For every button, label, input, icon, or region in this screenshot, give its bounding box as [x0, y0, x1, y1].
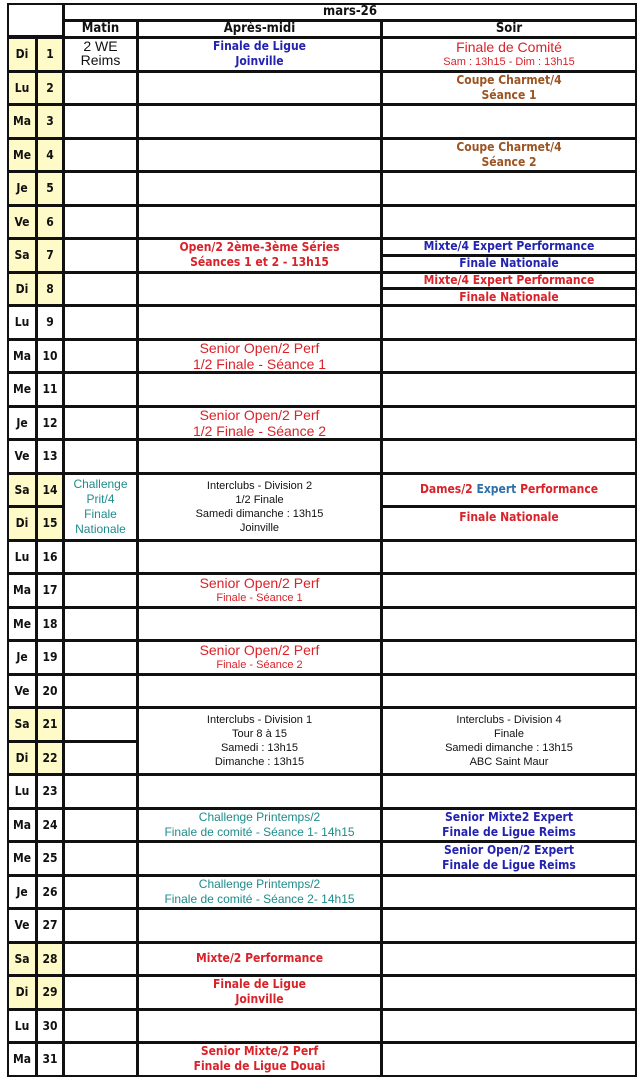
day-name: Ma [12, 114, 32, 129]
day-number: 28 [42, 951, 58, 966]
day-number-cell [36, 71, 64, 106]
day-number: 9 [46, 315, 54, 330]
empty-cell-matin [63, 406, 138, 441]
event-cell-apres-midi [137, 473, 382, 541]
event-cell-soir [381, 37, 637, 72]
event-text-line: 1/2 Finale [235, 493, 284, 506]
day-number: 27 [42, 918, 58, 933]
event-text-line: Senior Open/2 Expert [444, 843, 574, 858]
empty-cell-apres-midi [137, 104, 382, 139]
empty-cell-matin [63, 607, 138, 642]
day-number-cell [36, 372, 64, 407]
empty-cell-soir [381, 607, 637, 642]
header-matin [63, 20, 138, 38]
event-text-line: Open/2 2ème-3ème Séries [179, 240, 340, 255]
empty-cell-matin [63, 205, 138, 240]
day-number-cell [36, 640, 64, 675]
event-text-line: Interclubs - Division 2 [206, 479, 313, 492]
day-number: 10 [42, 348, 58, 363]
event-text-line: Joinville [239, 521, 280, 534]
day-number-cell [36, 1009, 64, 1044]
day-name-cell [7, 272, 37, 307]
empty-cell-matin [63, 573, 138, 608]
empty-cell-apres-midi [137, 305, 382, 340]
empty-cell-apres-midi [137, 372, 382, 407]
empty-cell-matin [63, 540, 138, 575]
event-text-line: Samedi dimanche : 13h15 [445, 742, 573, 754]
day-number: 7 [46, 248, 54, 263]
event-cell-apres-midi [137, 238, 382, 273]
day-number: 17 [42, 583, 58, 598]
day-name-cell [7, 607, 37, 642]
event-text-line: Senior Mixte2 Expert [444, 809, 574, 824]
event-text-line: Interclubs - Division 4 [456, 714, 562, 726]
day-name: Sa [14, 717, 30, 732]
day-name-cell [7, 707, 37, 742]
empty-cell-apres-midi [137, 71, 382, 106]
event-text-line: Finale Nationale [459, 256, 559, 271]
empty-cell-apres-midi [137, 674, 382, 709]
day-name-cell [7, 808, 37, 843]
day-name-cell [7, 540, 37, 575]
event-text-line: Finale [84, 506, 117, 521]
event-cell-soir [381, 707, 637, 775]
day-name: Di [15, 985, 29, 1000]
empty-cell-apres-midi [137, 908, 382, 943]
day-number-cell [36, 674, 64, 709]
day-number: 25 [42, 851, 58, 866]
empty-cell-soir [381, 640, 637, 675]
empty-cell-matin [63, 707, 138, 742]
day-name-cell [7, 205, 37, 240]
event-text-line: Senior Open/2 Perf [199, 339, 320, 356]
header-soir [381, 20, 637, 38]
empty-cell-apres-midi [137, 138, 382, 173]
event-cell-soir [381, 473, 637, 508]
day-name-cell [7, 1009, 37, 1044]
day-name-cell [7, 841, 37, 876]
day-name: Sa [14, 248, 30, 263]
event-cell-soir [381, 808, 637, 843]
day-number-cell [36, 607, 64, 642]
event-text-line: Coupe Charmet/4 [456, 139, 562, 154]
day-name-cell [7, 942, 37, 977]
event-text-line: Samedi dimanche : 13h15 [195, 507, 324, 520]
day-number-cell [36, 205, 64, 240]
day-name-cell [7, 573, 37, 608]
day-name-cell [7, 640, 37, 675]
empty-cell-matin [63, 104, 138, 139]
header-soir-text: Soir [495, 21, 523, 36]
event-text-line: Challenge [73, 476, 128, 491]
empty-cell-apres-midi [137, 1009, 382, 1044]
day-name: Ma [12, 817, 32, 832]
day-number-cell [36, 305, 64, 340]
day-name-cell [7, 171, 37, 206]
day-name: Sa [14, 951, 30, 966]
day-number: 3 [46, 114, 54, 129]
day-name-cell [7, 104, 37, 139]
day-name-cell [7, 305, 37, 340]
empty-cell-soir [381, 104, 637, 139]
empty-cell-matin [63, 808, 138, 843]
empty-cell-soir [381, 439, 637, 474]
event-text-line: Sam : 13h15 - Dim : 13h15 [443, 56, 575, 69]
day-name: Ma [12, 583, 32, 598]
day-name: Ma [12, 348, 32, 363]
event-cell-matin [63, 473, 138, 541]
empty-cell-soir [381, 908, 637, 943]
header-apres-midi [137, 20, 382, 38]
day-number-cell [36, 908, 64, 943]
event-text-line: Finale de Ligue Reims [442, 858, 576, 873]
empty-cell-soir [381, 406, 637, 441]
event-text-line: Challenge Printemps/2 [198, 809, 321, 824]
day-name-cell [7, 875, 37, 910]
day-number-cell [36, 138, 64, 173]
day-number: 4 [46, 147, 54, 162]
day-name: Di [15, 281, 29, 296]
event-cell-soir [381, 272, 637, 290]
empty-cell-soir [381, 774, 637, 809]
day-number-cell [36, 1042, 64, 1077]
corner-cell [7, 3, 64, 37]
day-number-cell [36, 171, 64, 206]
event-text-line: Dimanche : 13h15 [214, 756, 305, 768]
empty-cell-matin [63, 975, 138, 1010]
event-cell-soir [381, 841, 637, 876]
day-name: Lu [14, 549, 30, 564]
empty-cell-soir [381, 875, 637, 910]
event-cell-apres-midi [137, 640, 382, 675]
event-text-line: Mixte/4 Expert Performance [423, 272, 595, 287]
day-name-cell [7, 506, 37, 541]
empty-cell-matin [63, 640, 138, 675]
event-text-line: Senior Open/2 Perf [199, 575, 320, 592]
event-text-line: Finale de comité - Séance 1- 14h15 [164, 824, 355, 839]
day-name-cell [7, 975, 37, 1010]
day-number-cell [36, 439, 64, 474]
event-text-line: Finale [494, 728, 524, 740]
day-number: 30 [42, 1018, 58, 1033]
empty-cell-matin [63, 272, 138, 307]
month-title-text: mars-26 [323, 4, 377, 19]
event-cell-apres-midi [137, 942, 382, 977]
day-number: 18 [42, 616, 58, 631]
day-name: Ve [14, 214, 30, 229]
empty-cell-soir [381, 305, 637, 340]
empty-cell-apres-midi [137, 540, 382, 575]
event-text-line: Mixte/2 Performance [195, 951, 324, 966]
day-number-cell [36, 875, 64, 910]
event-text-line: Finale de comité - Séance 2- 14h15 [164, 891, 355, 906]
day-name-cell [7, 138, 37, 173]
day-name-cell [7, 439, 37, 474]
event-cell-soir [381, 138, 637, 173]
day-name: Di [15, 47, 29, 62]
event-text-line: ABC Saint Maur [469, 756, 549, 768]
event-text-part: Dames/2 [419, 482, 473, 497]
event-text-line: 2 WE [83, 38, 118, 54]
empty-cell-matin [63, 741, 138, 776]
empty-cell-matin [63, 305, 138, 340]
day-number: 16 [42, 549, 58, 564]
event-text-line: Séance 2 [481, 154, 537, 169]
day-number: 20 [42, 683, 58, 698]
day-number-cell [36, 942, 64, 977]
event-text-line: Finale - Séance 1 [216, 592, 303, 605]
day-number: 13 [42, 449, 58, 464]
event-text-line: Finale de Ligue Reims [442, 824, 576, 839]
day-number: 24 [42, 817, 58, 832]
event-cell-soir [381, 288, 637, 306]
day-number: 22 [42, 750, 58, 765]
event-cell-apres-midi [137, 573, 382, 608]
header-matin-text: Matin [81, 21, 120, 36]
event-text-line: Challenge Printemps/2 [198, 876, 321, 891]
day-number-cell [36, 238, 64, 273]
day-name-cell [7, 741, 37, 776]
empty-cell-matin [63, 1042, 138, 1077]
empty-cell-soir [381, 1042, 637, 1077]
empty-cell-matin [63, 439, 138, 474]
event-text-line: 1/2 Finale - Séance 1 [192, 355, 327, 372]
empty-cell-matin [63, 674, 138, 709]
event-cell-soir [381, 238, 637, 256]
event-text-line [420, 482, 598, 497]
event-text-line: Coupe Charmet/4 [456, 72, 562, 87]
day-number: 19 [42, 650, 58, 665]
day-name-cell [7, 238, 37, 273]
day-name: Lu [14, 315, 30, 330]
empty-cell-soir [381, 1009, 637, 1044]
day-name-cell [7, 71, 37, 106]
day-name: Lu [14, 80, 30, 95]
day-name-cell [7, 339, 37, 374]
day-name: Je [16, 884, 28, 899]
day-number-cell [36, 104, 64, 139]
event-cell-apres-midi [137, 875, 382, 910]
header-apres-midi-text: Après-midi [223, 21, 296, 36]
day-name: Me [12, 147, 32, 162]
day-number-cell [36, 406, 64, 441]
event-text-line: Senior Mixte/2 Perf [200, 1044, 319, 1059]
empty-cell-apres-midi [137, 607, 382, 642]
empty-cell-apres-midi [137, 841, 382, 876]
day-number-cell [36, 540, 64, 575]
event-cell-apres-midi [137, 406, 382, 441]
event-cell-apres-midi [137, 707, 382, 775]
event-text-line: Finale Nationale [459, 510, 559, 524]
event-text-line: Joinville [235, 992, 284, 1007]
event-text-line: Finale de Comité [456, 39, 562, 56]
empty-cell-matin [63, 339, 138, 374]
day-number-cell [36, 573, 64, 608]
empty-cell-apres-midi [137, 171, 382, 206]
day-name: Me [12, 616, 32, 631]
event-text-line: Finale Nationale [459, 289, 559, 304]
day-name: Di [15, 516, 29, 531]
empty-cell-matin [63, 71, 138, 106]
event-cell-apres-midi [137, 37, 382, 72]
day-name: Ve [14, 449, 30, 464]
event-cell-apres-midi [137, 339, 382, 374]
event-text-line: Finale de Ligue [213, 977, 306, 992]
day-name: Ve [14, 683, 30, 698]
day-name: Me [12, 851, 32, 866]
day-number: 15 [42, 516, 58, 531]
empty-cell-matin [63, 171, 138, 206]
empty-cell-matin [63, 841, 138, 876]
day-name-cell [7, 473, 37, 508]
day-number: 11 [42, 382, 58, 397]
event-text-line: Séances 1 et 2 - 13h15 [190, 255, 329, 270]
event-cell-apres-midi [137, 808, 382, 843]
day-number: 1 [46, 47, 54, 62]
day-number: 26 [42, 884, 58, 899]
empty-cell-soir [381, 372, 637, 407]
day-name-cell [7, 1042, 37, 1077]
event-text-line: Reims [80, 52, 121, 68]
day-name: Lu [14, 784, 30, 799]
day-name: Me [12, 382, 32, 397]
day-name: Je [16, 415, 28, 430]
day-number-cell [36, 841, 64, 876]
empty-cell-soir [381, 540, 637, 575]
day-number: 6 [46, 214, 54, 229]
day-number: 14 [42, 482, 58, 497]
event-cell-apres-midi [137, 975, 382, 1010]
day-number-cell [36, 339, 64, 374]
day-name: Sa [14, 482, 30, 497]
empty-cell-soir [381, 171, 637, 206]
day-number: 5 [46, 181, 54, 196]
empty-cell-matin [63, 774, 138, 809]
day-number: 12 [42, 415, 58, 430]
day-name-cell [7, 674, 37, 709]
event-text-line: Finale de Ligue Douai [193, 1059, 326, 1074]
day-number-cell [36, 741, 64, 776]
event-text-line: Prit/4 [86, 491, 115, 506]
month-title [63, 3, 637, 21]
day-number: 8 [46, 281, 54, 296]
day-name-cell [7, 406, 37, 441]
empty-cell-matin [63, 875, 138, 910]
empty-cell-matin [63, 238, 138, 273]
day-number-cell [36, 774, 64, 809]
event-text-part: Performance [520, 482, 599, 497]
day-name: Di [15, 750, 29, 765]
event-cell-soir [381, 506, 637, 541]
event-text-line: Finale de Ligue [213, 39, 306, 54]
event-cell-soir [381, 255, 637, 273]
empty-cell-matin [63, 372, 138, 407]
day-name-cell [7, 908, 37, 943]
event-cell-soir [381, 71, 637, 106]
day-number: 21 [42, 717, 58, 732]
calendar-grid [7, 3, 637, 1076]
event-text-line: Finale - Séance 2 [216, 659, 303, 672]
event-text-line: Senior Open/2 Perf [199, 642, 320, 659]
event-text-line: Nationale [75, 521, 126, 536]
day-name-cell [7, 37, 37, 72]
empty-cell-apres-midi [137, 439, 382, 474]
event-text-line: Senior Open/2 Perf [199, 406, 320, 423]
empty-cell-soir [381, 339, 637, 374]
day-number-cell [36, 473, 64, 508]
day-name: Je [16, 650, 28, 665]
day-name: Je [16, 181, 28, 196]
day-number-cell [36, 272, 64, 307]
day-number-cell [36, 975, 64, 1010]
empty-cell-apres-midi [137, 774, 382, 809]
day-number: 23 [42, 784, 58, 799]
day-number-cell [36, 808, 64, 843]
day-name-cell [7, 774, 37, 809]
empty-cell-soir [381, 205, 637, 240]
event-cell-apres-midi [137, 1042, 382, 1077]
empty-cell-apres-midi [137, 272, 382, 307]
event-text-line: Séance 1 [481, 87, 537, 102]
empty-cell-matin [63, 138, 138, 173]
event-text-line: Tour 8 à 15 [231, 728, 288, 740]
day-name-cell [7, 372, 37, 407]
day-name: Lu [14, 1018, 30, 1033]
day-number-cell [36, 707, 64, 742]
empty-cell-soir [381, 573, 637, 608]
empty-cell-matin [63, 908, 138, 943]
event-text-line: Samedi : 13h15 [220, 742, 299, 754]
event-text-line: 1/2 Finale - Séance 2 [192, 422, 327, 439]
day-number-cell [36, 506, 64, 541]
empty-cell-apres-midi [137, 205, 382, 240]
event-text-line: Mixte/4 Expert Performance [423, 239, 595, 254]
day-name: Ve [14, 918, 30, 933]
event-text-part: Expert [476, 482, 517, 497]
empty-cell-matin [63, 942, 138, 977]
event-cell-matin [63, 37, 138, 72]
empty-cell-soir [381, 942, 637, 977]
day-number: 29 [42, 985, 58, 1000]
empty-cell-soir [381, 975, 637, 1010]
day-number: 2 [46, 80, 54, 95]
empty-cell-soir [381, 674, 637, 709]
day-number-cell [36, 37, 64, 72]
day-number: 31 [42, 1052, 58, 1067]
empty-cell-matin [63, 1009, 138, 1044]
event-text-line: Interclubs - Division 1 [206, 714, 313, 726]
day-name: Ma [12, 1052, 32, 1067]
event-text-line: Joinville [235, 54, 284, 69]
